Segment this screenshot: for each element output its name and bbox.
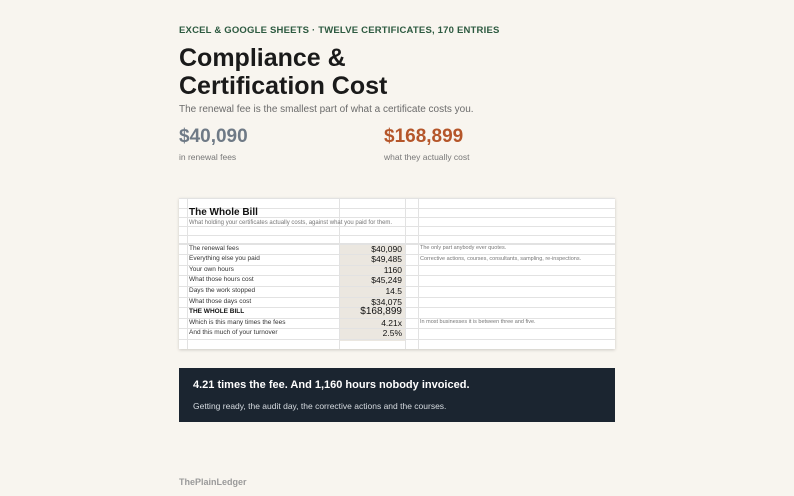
row-label: Everything else you paid bbox=[189, 255, 260, 263]
table-row bbox=[179, 286, 615, 297]
callout-headline: 4.21 times the fee. And 1,160 hours nobody invoiced. bbox=[193, 379, 470, 391]
sheet-subtitle: What holding your certificates actually costs, against what you paid for them. bbox=[189, 220, 393, 226]
row-label: THE WHOLE BILL bbox=[189, 308, 245, 316]
renewal-fees-label: in renewal fees bbox=[179, 152, 237, 162]
actual-cost-stat: $168,899 bbox=[384, 126, 464, 147]
row-label: What those hours cost bbox=[189, 276, 254, 284]
brand-logo: ThePlainLedger bbox=[179, 477, 247, 487]
callout-banner bbox=[179, 368, 615, 422]
row-note: The only part anybody ever quotes. bbox=[420, 245, 507, 251]
table-row bbox=[179, 265, 615, 276]
row-value: $49,485 bbox=[371, 254, 402, 265]
actual-cost-label: what they actually cost bbox=[384, 152, 470, 162]
row-note: Corrective actions, courses, consultants, sampling, re-inspections. bbox=[420, 255, 582, 262]
spreadsheet-preview bbox=[179, 198, 615, 349]
table-row bbox=[179, 318, 615, 329]
row-label: Your own hours bbox=[189, 265, 234, 273]
row-value: 1160 bbox=[383, 264, 402, 275]
row-label: And this much of your turnover bbox=[189, 329, 278, 337]
row-label: Which is this many times the fees bbox=[189, 318, 286, 326]
row-value: 14.5 bbox=[385, 285, 402, 296]
gridline-horizontal bbox=[179, 226, 615, 227]
eyebrow-label: EXCEL & GOOGLE SHEETS · TWELVE CERTIFICATES, 170 ENTRIES bbox=[179, 25, 500, 36]
row-label: The renewal fees bbox=[189, 244, 239, 252]
row-value: $34,075 bbox=[371, 296, 402, 307]
page-title: Compliance & Certification Cost bbox=[179, 44, 388, 100]
table-row bbox=[179, 244, 615, 255]
page-subtitle: The renewal fee is the smallest part of what a certificate costs you. bbox=[179, 104, 474, 115]
row-value: 4.21x bbox=[381, 317, 402, 328]
row-label: What those days cost bbox=[189, 297, 252, 305]
row-label: Days the work stopped bbox=[189, 286, 256, 294]
table-row bbox=[179, 254, 615, 265]
table-row bbox=[179, 307, 615, 318]
renewal-fees-stat: $40,090 bbox=[179, 126, 248, 147]
gridline-horizontal bbox=[179, 198, 615, 199]
gridline-horizontal bbox=[179, 235, 615, 236]
callout-body: Getting ready, the audit day, the corrective actions and the courses. bbox=[193, 401, 447, 411]
table-row bbox=[179, 328, 615, 339]
row-note: In most businesses it is between three and five. bbox=[420, 319, 536, 326]
row-value: $40,090 bbox=[371, 243, 402, 254]
row-value: $45,249 bbox=[371, 275, 402, 286]
row-value: 2.5% bbox=[382, 328, 402, 339]
gridline-horizontal bbox=[179, 339, 615, 340]
table-row bbox=[179, 275, 615, 286]
row-value: $168,899 bbox=[360, 306, 402, 318]
sheet-title: The Whole Bill bbox=[189, 207, 258, 218]
